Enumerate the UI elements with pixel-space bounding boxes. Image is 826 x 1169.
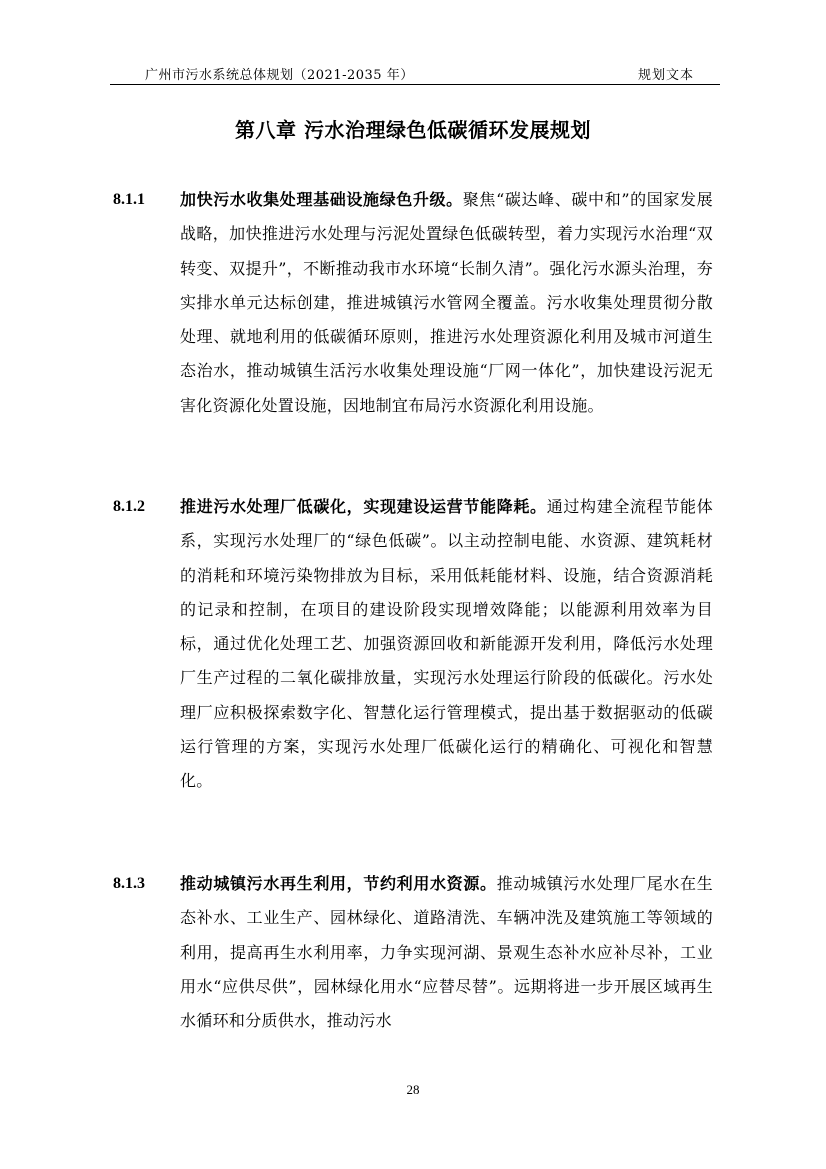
- document-type: 规划文本: [637, 68, 694, 83]
- page-header: [110, 58, 720, 85]
- section-text: 聚焦“碳达峰、碳中和”的国家发展战略，加快推进污水处理与污泥处置绿色低碳转型，着力实现污水治理“双转变、双提升”，不断推动我市水环境“长制久清”。强化污水源头治理，夯实排水单元达标创建，推进城镇污水管网全覆盖。污水收集处理贯彻分散处理、就地利用的低碳循环原则，推进污水处理资源化利用及城市河道生态治水，推动城镇生活污水收集处理设施“厂网一体化”，加快建设污泥无害化资源化处置设施，因地制宜布局污水资源化利用设施。: [180, 190, 713, 415]
- page-number: 28: [406, 1082, 420, 1097]
- section-text: 推动城镇污水处理厂尾水在生态补水、工业生产、园林绿化、道路清洗、车辆冲洗及建筑施工等领域的利用，提高再生水利用率，力争实现河湖、景观生态补水应补尽补，工业用水“应供尽供”，园林绿化用水“应替尽替”。远期将进一步开展区域再生水循环和分质供水，推动污水: [180, 874, 713, 1031]
- section-lead: 推进污水处理厂低碳化，实现建设运营节能降耗。: [180, 497, 547, 516]
- chapter-title: 第八章 污水治理绿色低碳循环发展规划: [235, 118, 591, 142]
- section-number: 8.1.1: [113, 191, 145, 208]
- section-number: 8.1.2: [113, 498, 145, 515]
- section-text: 通过构建全流程节能体系，实现污水处理厂的“绿色低碳”。以主动控制电能、水资源、建筑耗材的消耗和环境污染物排放为目标，采用低耗能材料、设施，结合资源消耗的记录和控制，在项目的建设阶段实现增效降能；以能源利用效率为目标，通过优化处理工艺、加强资源回收和新能源开发利用，降低污水处理厂生产过程的二氧化碳排放量，实现污水处理运行阶段的低碳化。污水处理厂应积极探索数字化、智慧化运行管理模式，提出基于数据驱动的低碳运行管理的方案，实现污水处理厂低碳化运行的精确化、可视化和智慧化。: [180, 497, 713, 791]
- section-lead: 推动城镇污水再生利用，节约利用水资源。: [180, 874, 497, 893]
- section-body: [180, 867, 713, 1038]
- section-number: 8.1.3: [113, 875, 145, 892]
- section-body: [180, 183, 713, 423]
- section-body: [180, 490, 713, 799]
- section-lead: 加快污水收集处理基础设施绿色升级。: [180, 190, 463, 209]
- document-title: 广州市污水系统总体规划（2021-2035 年）: [145, 68, 414, 83]
